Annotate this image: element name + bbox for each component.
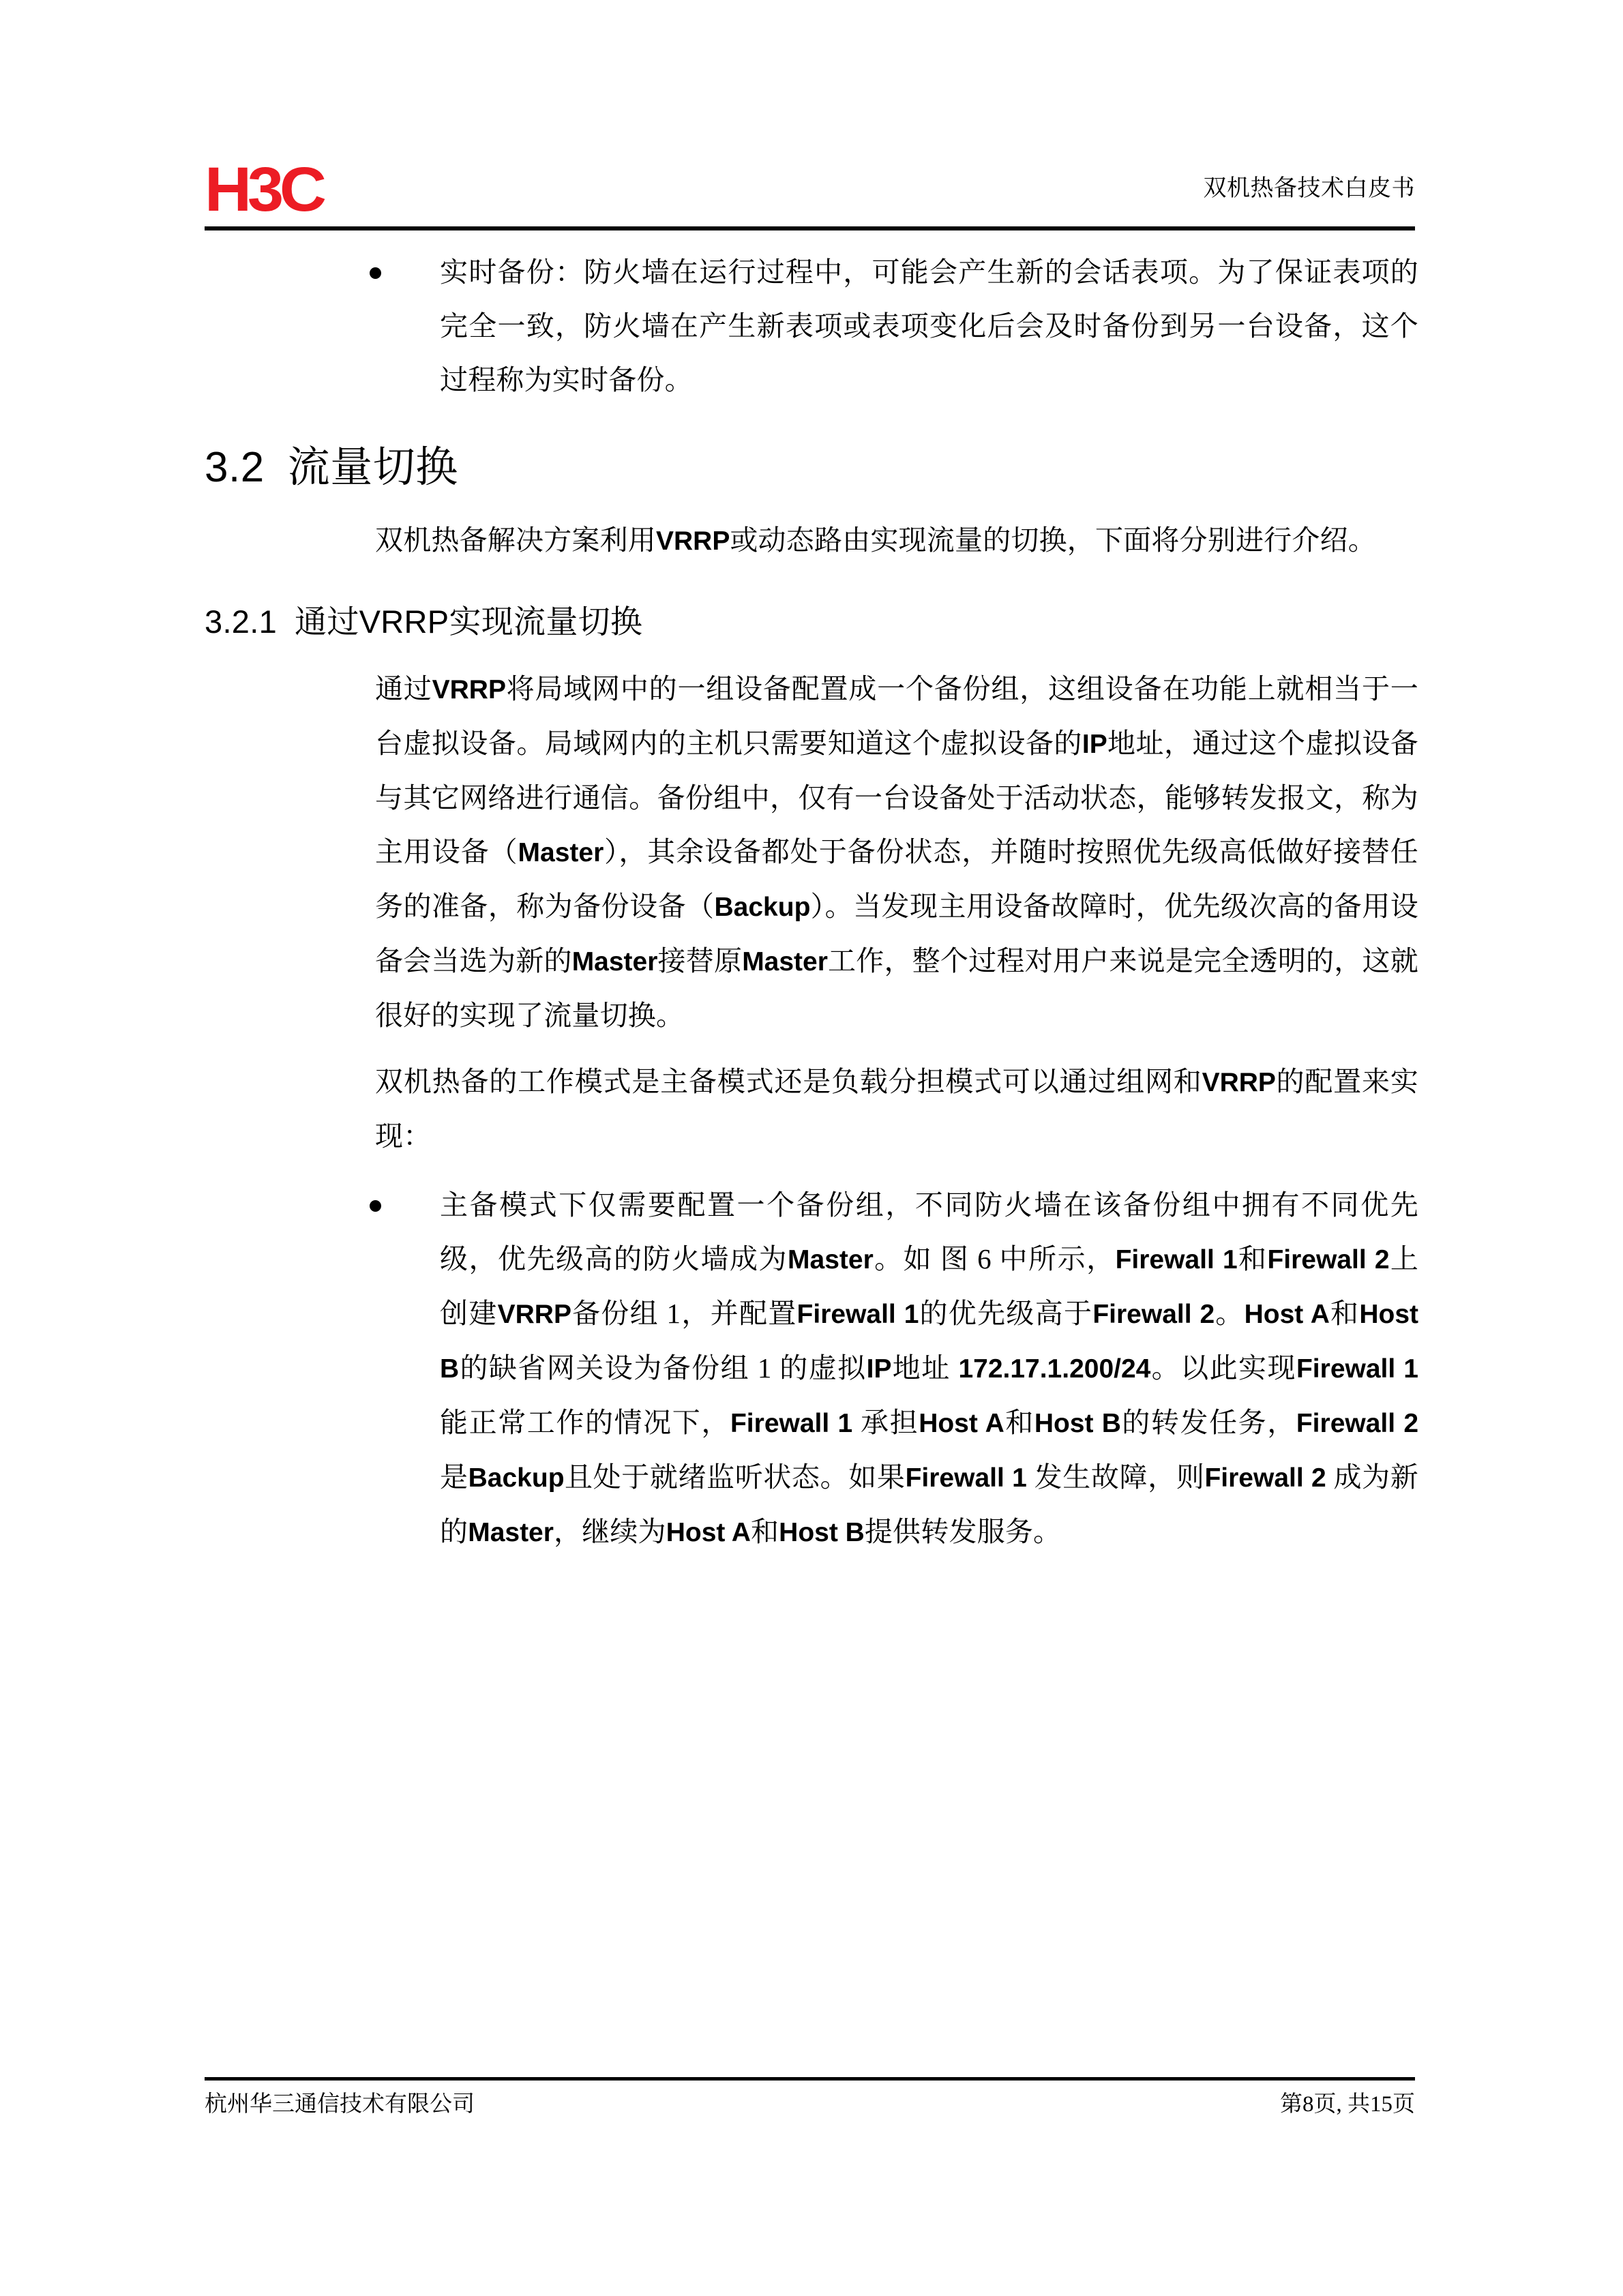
heading-3-2 <box>205 443 1418 493</box>
heading-3-2-number: 3.2 <box>205 444 265 491</box>
header-divider <box>205 226 1415 230</box>
text-run-latin: VRRP <box>656 526 730 556</box>
text-run: 双机热备的工作模式是主备模式还是负载分担模式可以通过组网和 <box>375 1066 1202 1097</box>
text-run: 承担 <box>852 1407 919 1438</box>
list-item-text: 实时备份：防火墙在运行过程中，可能会产生新的会话表项。为了保证表项的完全一致，防火墙在产生新表项或表项变化后会及时备份到另一台设备，这个过程称为实时备份。 <box>440 256 1418 396</box>
heading-3-2-1-title-latin: VRRP <box>359 603 449 640</box>
heading-3-2-1-number: 3.2.1 <box>205 603 278 640</box>
text-run: ，继续为 <box>553 1516 666 1547</box>
h3c-logo: H3C <box>205 155 323 224</box>
text-run-latin: Master <box>468 1518 554 1547</box>
text-run: 备份组 1，并配置 <box>571 1298 797 1329</box>
text-run: 是 <box>440 1461 468 1493</box>
heading-3-2-1-title-post: 实现流量切换 <box>449 603 643 640</box>
text-run-latin: Master <box>742 947 828 976</box>
paragraph-mode-text <box>375 1055 1418 1163</box>
text-run: 。如 图 6 中所示， <box>873 1243 1116 1274</box>
text-run-latin: Host A <box>666 1518 751 1547</box>
page-header <box>205 157 1415 225</box>
text-run: 和 <box>750 1516 779 1547</box>
text-run-latin: Firewall 1 <box>796 1300 919 1329</box>
text-run: 能正常工作的情况下， <box>440 1407 730 1438</box>
text-run: 且处于就绪监听状态。如果 <box>564 1461 906 1493</box>
bullet-dot-icon <box>370 1200 381 1212</box>
text-run: 接替原 <box>657 945 743 976</box>
text-run: 的转发任务， <box>1120 1407 1296 1438</box>
text-run: 地址，通过这个虚拟设备与其它网络进行通信。备份组中，仅有一台设备处于活动状态，能够转发报文，称为主用设备（ <box>375 728 1419 867</box>
text-run: 发生故障，则 <box>1026 1461 1205 1493</box>
list-item-text <box>440 1178 1418 1560</box>
text-run-latin: Host A <box>1244 1300 1330 1329</box>
text-run-latin: Firewall 1 <box>905 1463 1027 1493</box>
text-run: 提供转发服务。 <box>864 1516 1062 1547</box>
text-run-latin: Firewall 2 <box>1267 1245 1390 1274</box>
text-run: 主备模式下仅需要配置一个备份组，不同防火墙在该备份组中拥有不同优先级，优先级高的防火墙成为 <box>440 1189 1418 1274</box>
text-run: 工作，整个过程对用户来说是完全透明的，这就很好的实现了流量切换。 <box>375 945 1418 1031</box>
text-run: 地址 <box>891 1352 959 1384</box>
heading-3-2-1-title-pre: 通过 <box>295 603 359 640</box>
footer-divider <box>205 2077 1415 2081</box>
text-run: 。以此实现 <box>1150 1352 1296 1384</box>
text-run: 双机热备解决方案利用 <box>375 524 656 556</box>
text-run: 和 <box>1329 1298 1360 1329</box>
text-run-latin: Backup <box>468 1463 565 1493</box>
text-run-latin: Firewall 1 <box>730 1409 853 1438</box>
list-item <box>205 245 1418 407</box>
text-run: 的配置来实现： <box>375 1066 1419 1152</box>
paragraph-vrrp-text <box>375 662 1418 1043</box>
header-title: 双机热备技术白皮书 <box>1203 176 1415 201</box>
text-run: 将局域网中的一组设备配置成一个备份组，这组设备在功能上就相当于一台虚拟设备。局域网内的主机只需要知道这个虚拟设备的 <box>375 673 1418 759</box>
text-run: 和 <box>1004 1407 1034 1438</box>
text-run-latin: Master <box>518 838 604 867</box>
text-run-latin: Firewall 2 <box>1092 1300 1215 1329</box>
heading-3-2-1 <box>205 602 1418 642</box>
text-run: 上创建 <box>440 1243 1419 1329</box>
text-run: 或动态路由实现流量的切换，下面将分别进行介绍。 <box>730 524 1376 556</box>
text-run-latin: Host B <box>1034 1409 1121 1438</box>
text-run-latin: VRRP <box>432 675 506 704</box>
text-run-latin: VRRP <box>1202 1068 1276 1097</box>
text-run-latin: Backup <box>714 893 811 922</box>
text-run: 和 <box>1237 1243 1268 1274</box>
text-run-latin: Firewall 1 <box>1115 1245 1238 1274</box>
paragraph-intro-text <box>375 513 1418 568</box>
text-run-latin: Firewall 2 <box>1204 1463 1326 1493</box>
text-run: ）。当发现主用设备故障时，优先级次高的备用设备会当选为新的 <box>375 891 1418 976</box>
text-run: 的缺省网关设为备份组 1 的虚拟 <box>459 1352 867 1384</box>
list-item <box>205 1178 1418 1560</box>
page-content <box>205 245 1418 1560</box>
text-run-latin: Host B <box>440 1300 1418 1384</box>
text-run-latin: Host A <box>919 1409 1004 1438</box>
paragraph-vrrp <box>205 662 1418 1043</box>
text-run-latin: IP <box>1082 730 1107 759</box>
footer-company: 杭州华三通信技术有限公司 <box>205 2092 475 2117</box>
paragraph-intro <box>205 513 1418 568</box>
heading-3-2-title: 流量切换 <box>287 444 458 491</box>
text-run-latin: VRRP <box>497 1300 571 1329</box>
text-run-latin: IP <box>866 1354 892 1384</box>
footer-page-number: 第8页, 共15页 <box>1280 2092 1415 2117</box>
text-run: 。 <box>1215 1298 1245 1329</box>
text-run: ），其余设备都处于备份状态，并随时按照优先级高低做好接替任务的准备，称为备份设备（ <box>375 836 1419 922</box>
text-run: 的优先级高于 <box>919 1298 1093 1329</box>
text-run-latin: Master <box>571 947 658 976</box>
page-footer <box>205 2088 1415 2129</box>
text-run-latin: Firewall 1 <box>1296 1354 1418 1384</box>
paragraph-mode <box>205 1055 1418 1163</box>
text-run-ip-address: 172.17.1.200/24 <box>958 1354 1151 1384</box>
text-run: 通过 <box>375 673 432 704</box>
text-run-latin: Master <box>788 1245 874 1274</box>
bullet-dot-icon <box>370 267 381 279</box>
text-run-latin: Host B <box>779 1518 865 1547</box>
text-run: 成为新的 <box>440 1461 1418 1547</box>
text-run-latin: Firewall 2 <box>1296 1409 1419 1438</box>
